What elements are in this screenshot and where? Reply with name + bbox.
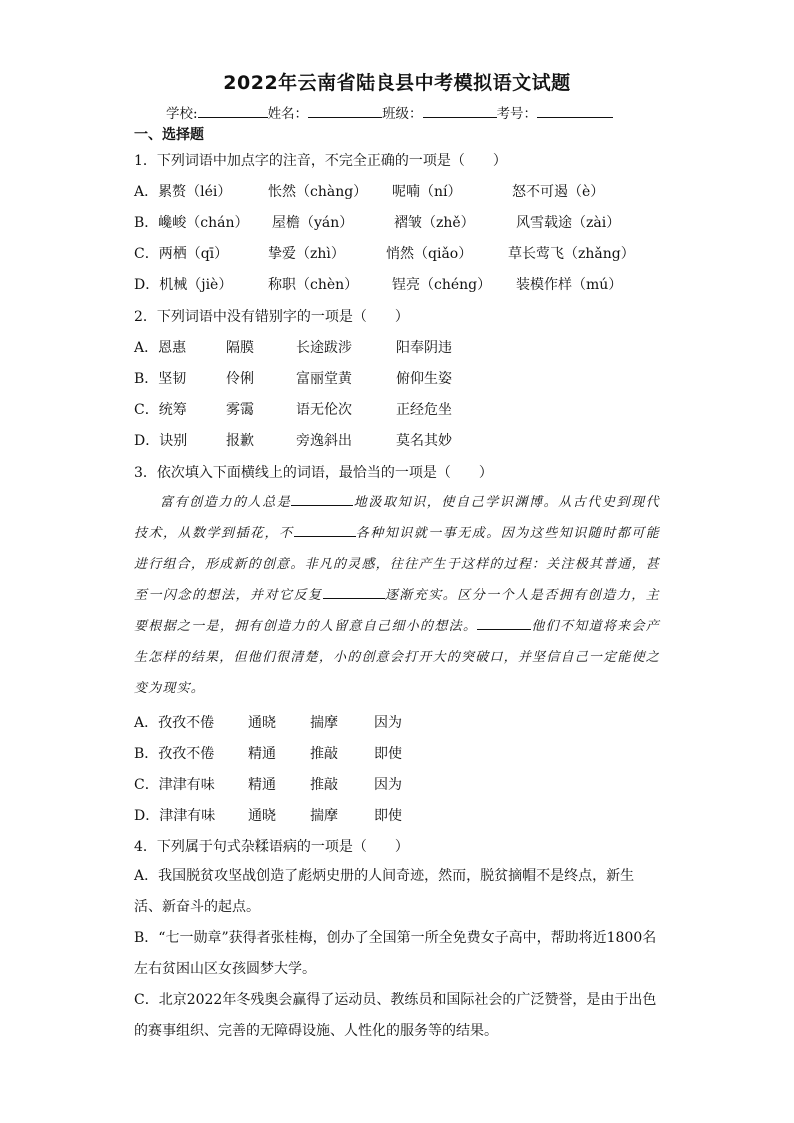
exam-no-blank[interactable] bbox=[537, 103, 613, 118]
school-blank[interactable] bbox=[198, 103, 268, 118]
question-2-stem: 2．下列词语中没有错别字的一项是（ ） bbox=[134, 309, 409, 325]
exam-page: 2022年云南省陆良县中考模拟语文试题 学校: 姓名： 班级： 考号： 一、选择题 1．下列词语中加点字的注音，不完全正确的一项是（ ） A．累赘（léi） 怅然（chàng） 呢喃（ní） 怒不可遏（è） B．巉峻（chán） 屋檐（yán） 褶皱（zhě） 风雪载途（zài） C．两栖（qī） 挚爱（zhì） 悄然（qiǎo） 草长莺飞（zhǎng） D．机械（jiè） 称职（chèn） 锃亮（chéng） 装模作样（mú） 2．下列词语中没有错别字的一项是（ ） A．恩惠 隔膜 长途跋涉 阳奉阴违 B．坚韧 伶俐 富丽堂黄 俯仰生姿 C．统筹 雾霭 语无伦次 正经危坐 D．诀别 报歉 旁逸斜出 莫名其妙 3．依次填入下面横线上的词语，最恰当的一项是（ ） 富有创造力的人总是 地汲取知识，使自己学识渊博。从古代史到现代技术，从数学到插花，不 各种知识就一事无成。因为这些知识随时都可能进行组合，形成新的创意。非凡的灵感，往往产生于这样的过程：关注极其普通，甚至一闪念的想法，并对它反复 逐渐充实。区分一个人是否拥有创造力，主要根据之一是，拥有创造力的人留意自己细小的想法。 他们不知道将来会产生怎样的结果，但他们很清楚，小的创意会打开大的突破口，并坚信自己一定能使之变为现实。 A．孜孜不倦 通晓 揣摩 因为 B．孜孜不倦 精通 推敲 即使 C．津津有味 精通 推敲 因为 D．津津有味 通晓 揣摩 即使 4．下列属于句式杂糅语病的一项是（ ） A．我国脱贫攻坚战创造了彪炳史册的人间奇迹，然而，脱贫摘帽不是终点，新生活、新奋斗的起点。 B．“七一勋章”获得者张桂梅，创办了全国第一所全免费女子高中，帮助将近1800名左右贫困山区女孩圆梦大学。 C．北京2022年冬残奥会赢得了运动员、教练员和国际社会的广泛赞誉，是由于出色的赛事组织、完善的无障碍设施、人性化的服务等的结果。 bbox=[0, 0, 794, 1123]
q4-option-c[interactable]: C．北京2022年冬残奥会赢得了运动员、教练员和国际社会的广泛赞誉，是由于出色的赛事组织、完善的无障碍设施、人性化的服务等的结果。 bbox=[134, 992, 657, 1039]
blank-4[interactable] bbox=[477, 617, 531, 630]
q4-option-b[interactable]: B．“七一勋章”获得者张桂梅，创办了全国第一所全免费女子高中，帮助将近1800名左右贫困山区女孩圆梦大学。 bbox=[134, 930, 657, 977]
page-title: 2022年云南省陆良县中考模拟语文试题 bbox=[223, 72, 571, 94]
question-3-stem: 3．依次填入下面横线上的词语，最恰当的一项是（ ） bbox=[134, 465, 493, 481]
name-blank[interactable] bbox=[308, 103, 382, 118]
blank-3[interactable] bbox=[323, 586, 385, 599]
section-heading: 一、选择题 bbox=[134, 127, 204, 143]
exam-no-label: 考号： bbox=[496, 106, 538, 122]
blank-1[interactable] bbox=[291, 493, 353, 506]
question-1-stem: 1．下列词语中加点字的注音，不完全正确的一项是（ ） bbox=[134, 153, 507, 169]
student-info-line bbox=[166, 102, 613, 122]
blank-2[interactable] bbox=[294, 524, 356, 537]
q4-option-a[interactable]: A．我国脱贫攻坚战创造了彪炳史册的人间奇迹，然而，脱贫摘帽不是终点，新生活、新奋斗的起点。 bbox=[134, 868, 635, 915]
class-label: 班级： bbox=[382, 106, 423, 122]
q3-passage: 富有创造力的人总是 地汲取知识，使自己学识渊博。从古代史到现代技术，从数学到插花，不 各种知识就一事无成。因为这些知识随时都可能进行组合，形成新的创意。非凡的灵感，往往产生于这样的过程：关注极其普通，甚至一闪念的想法，并对它反复 逐渐充实。区分一个人是否拥有创造力，主要根据之一是，拥有创造力的人留意自己细小的想法。 他们不知道将来会产生怎样的结果，但他们很清楚，小的创意会打开大的突破口，并坚信自己一定能使之变为现实。 bbox=[134, 495, 660, 696]
name-label: 姓名： bbox=[267, 106, 309, 122]
school-label: 学校: bbox=[166, 106, 198, 122]
question-4-stem: 4．下列属于句式杂糅语病的一项是（ ） bbox=[134, 839, 409, 855]
class-blank[interactable] bbox=[423, 103, 497, 118]
